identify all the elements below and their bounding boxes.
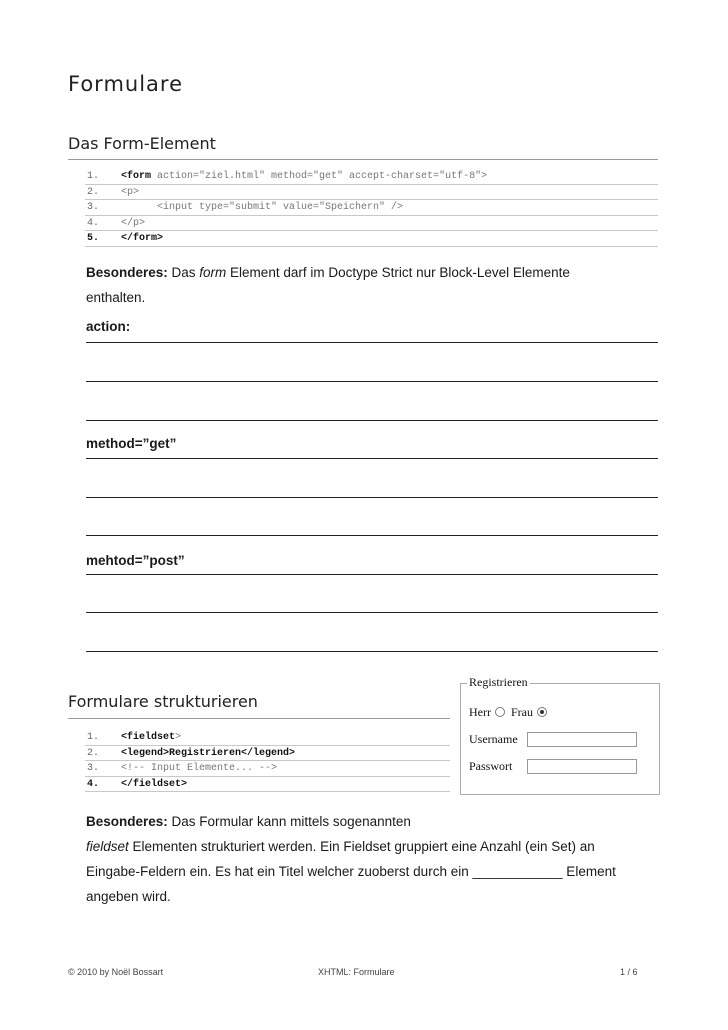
note-paragraph-fieldset: Besonderes: Das Formular kann mittels sogenannten fieldset Elementen strukturiert werden. Ein Fieldset gruppiert eine Anzahl (ein Set) an Eingabe-Feldern ein. Es hat ein Titel welcher zuoberst durch ein ____________ Element angeben wird. (86, 814, 616, 904)
write-line (86, 612, 658, 613)
write-line (86, 574, 658, 575)
footer-document-title: XHTML: Formulare (318, 967, 395, 977)
write-line (86, 420, 658, 421)
code-block-fieldset (85, 730, 450, 792)
code-line: 1. <fieldset> (85, 730, 450, 746)
page-title: Formulare (68, 72, 184, 96)
section-rule (68, 718, 450, 719)
write-line (86, 651, 658, 652)
field-label-action: action: (86, 319, 131, 334)
password-input[interactable] (527, 759, 637, 774)
code-line: 3. <!-- Input Elemente... --> (85, 761, 450, 777)
code-line: 4. </fieldset> (85, 777, 450, 793)
code-line: 1. <form action="ziel.html" method="get" accept-charset="utf-8"> (85, 169, 658, 185)
code-line: 3. <input type="submit" value="Speichern" /> (85, 200, 658, 216)
field-label-method-post: mehtod=”post” (86, 553, 185, 568)
write-line (86, 342, 658, 343)
section-heading-form-element: Das Form-Element (68, 134, 216, 153)
section-heading-structure: Formulare strukturieren (68, 692, 258, 711)
section-rule (68, 159, 658, 160)
field-label-method-get: method=”get” (86, 436, 177, 451)
note-paragraph-form: Besonderes: Das form Element darf im Doctype Strict nur Block-Level Elemente enthalten. (86, 265, 570, 305)
footer-page-number: 1 / 6 (620, 967, 638, 977)
radio-herr[interactable] (495, 707, 505, 717)
write-line (86, 458, 658, 459)
write-line (86, 535, 658, 536)
code-line: 4. </p> (85, 216, 658, 232)
code-line: 5. </form> (85, 231, 658, 247)
write-line (86, 381, 658, 382)
gender-radio-row (469, 705, 553, 720)
code-block-form (85, 169, 658, 247)
username-label: Username (469, 732, 518, 746)
radio-label-frau: Frau (510, 705, 533, 719)
code-line: 2. <legend>Registrieren</legend> (85, 746, 450, 762)
code-line: 2. <p> (85, 185, 658, 201)
username-input[interactable] (527, 732, 637, 747)
write-line (86, 497, 658, 498)
fieldset-legend: Registrieren (469, 675, 528, 689)
password-label: Passwort (469, 759, 513, 773)
radio-label-herr: Herr (469, 705, 491, 719)
radio-frau[interactable] (537, 707, 547, 717)
registration-fieldset-example (460, 675, 660, 795)
footer-copyright: © 2010 by Noël Bossart (68, 967, 164, 977)
